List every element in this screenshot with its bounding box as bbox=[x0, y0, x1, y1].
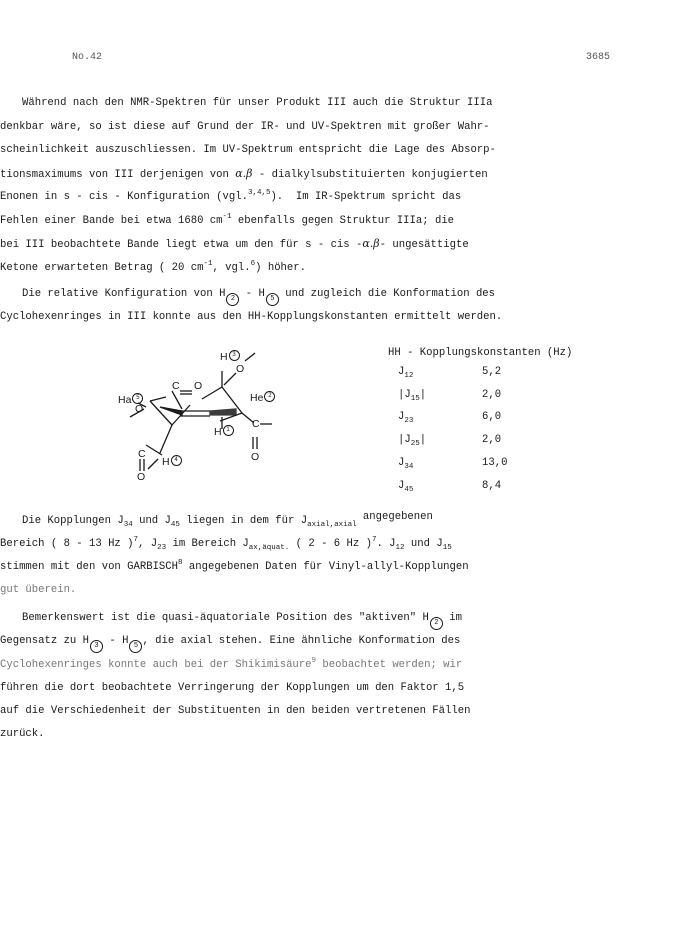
coupling-value: 5,2 bbox=[482, 366, 502, 378]
coupling-label: $J_{45}$ bbox=[398, 480, 414, 494]
p4-line-3: Cyclohexenringes konnte auch bei der Shikimisäure$^9$ beobachtet werden; wir bbox=[0, 656, 463, 671]
atom-o-ketone: O bbox=[194, 380, 203, 392]
paragraph-4 bbox=[0, 611, 470, 751]
p1-line-1: Während nach den NMR-Spektren für unser Produkt III auch die Struktur IIIa bbox=[22, 97, 493, 109]
atom-ha5: Ha 5 bbox=[118, 393, 143, 406]
coupling-value: 2,0 bbox=[482, 389, 502, 401]
coupling-label: $J_{34}$ bbox=[398, 457, 414, 471]
p3-line-3: stimmen mit den von GARBISCH$^8$ angegebenen Daten für Vinyl-allyl-Kopplungen bbox=[0, 559, 469, 573]
p1-line-6: Fehlen einer Bande bei etwa 1680 $cm^{-1}$ ebenfalls gegen Struktur IIIa; die bbox=[0, 212, 455, 227]
alpha-beta-symbol: α.β bbox=[362, 237, 380, 250]
coupling-label: $|J_{25}|$ bbox=[398, 434, 427, 448]
p4-line-4: führen die dort beobachtete Verringerung der Kopplungen um den Faktor 1,5 bbox=[0, 681, 465, 694]
coupling-value: 2,0 bbox=[482, 434, 502, 446]
journal-issue: No.42 bbox=[72, 52, 103, 63]
coupling-label: $|J_{15}|$ bbox=[398, 389, 427, 403]
p1-line-2: denkbar wäre, so ist diese auf Grund der IR- und UV-Spektren mit großer Wahr- bbox=[0, 120, 490, 133]
atom-o-bottom: O bbox=[137, 471, 146, 483]
p1-line-7: bei III beobachtete Bande liegt etwa um den für s - cis -α.β- ungesättigte bbox=[0, 237, 469, 251]
page-number: 3685 bbox=[585, 52, 610, 63]
p4-line-6: zurück. bbox=[0, 728, 45, 741]
coupling-row bbox=[398, 411, 528, 427]
coupling-value: 8,4 bbox=[482, 480, 502, 492]
p4-line-2: Gegensatz zu H 3 - H 5 , die axial stehen. Eine ähnliche Konformation des bbox=[0, 634, 470, 657]
atom-o-left: O bbox=[135, 403, 144, 415]
p1-line-4: tionsmaximums von III derjenigen von α.β - dialkylsubstituierten konjugierten bbox=[0, 166, 488, 181]
coupling-row bbox=[398, 480, 528, 496]
p1-line-8: Ketone erwarteten Betrag ( 20 $cm^{-1}$, vgl.$^6$) höher. bbox=[0, 259, 306, 274]
coupling-value: 6,0 bbox=[482, 411, 502, 423]
coupling-row bbox=[398, 434, 528, 450]
coupling-label: $J_{12}$ bbox=[398, 366, 414, 380]
coupling-row bbox=[398, 457, 528, 473]
reference-sup: 3,4,5 bbox=[247, 189, 271, 197]
atom-h4: H 4 bbox=[162, 455, 182, 468]
paragraph-2 bbox=[0, 287, 502, 333]
atom-c-bottom: C bbox=[138, 448, 146, 460]
coupling-row bbox=[398, 389, 528, 405]
atom-c-right: C bbox=[252, 418, 260, 430]
coupling-row bbox=[398, 366, 528, 382]
atom-h3: H 3 bbox=[220, 350, 240, 363]
p3-line-1: Die Kopplungen $J_{34}$ und $J_{45}$ liegen in dem für $J_{axial,axial}$ angegebenen bbox=[22, 511, 433, 529]
circled-number: 5 bbox=[266, 293, 279, 306]
atom-he2: He 2 bbox=[250, 391, 275, 404]
coupling-table-title: HH - Kopplungskonstanten (Hz) bbox=[388, 347, 573, 359]
p1-line-5: Enonen in s - cis - Konfiguration (vgl.$^{3,4,5}$). Im IR-Spektrum spricht das bbox=[0, 189, 462, 203]
paragraph-1 bbox=[0, 96, 496, 284]
p3-line-4: gut überein. bbox=[0, 584, 77, 596]
alpha-beta-symbol: α.β bbox=[235, 166, 253, 180]
atom-o-right: O bbox=[251, 451, 260, 463]
atom-o-top: O bbox=[236, 363, 245, 375]
p2-line-2: Cyclohexenringes in III konnte aus den HH-Kopplungskonstanten ermittelt werden. bbox=[0, 311, 503, 323]
atom-h1: H 1 bbox=[214, 425, 234, 438]
paragraph-3 bbox=[0, 511, 469, 606]
p4-line-5: auf die Verschiedenheit der Substituenten in den beiden vertretenen Fällen bbox=[0, 705, 471, 718]
atom-c-ketone: C bbox=[172, 380, 180, 392]
p2-line-1: Die relative Konfiguration von H 2 - H 5 und zugleich die Konformation des bbox=[0, 287, 502, 310]
coupling-value: 13,0 bbox=[482, 457, 508, 469]
cyclohexene-structure bbox=[110, 345, 310, 495]
p3-line-2: Bereich ( 8 - 13 Hz )$^7$, $J_{23}$ im Bereich $J_{ax,äquat.}$ ( 2 - 6 Hz )$^7$. $J_{12}$ und $J_{15}$ bbox=[0, 536, 452, 552]
p1-line-3: scheinlichkeit auszuschliessen. Im UV-Spektrum entspricht die Lage des Absorp- bbox=[0, 144, 496, 156]
coupling-label: $J_{23}$ bbox=[398, 411, 414, 425]
p4-line-1: Bemerkenswert ist die quasi-äquatoriale Position des "aktiven" H 2 im bbox=[0, 611, 470, 634]
circled-number: 2 bbox=[226, 293, 239, 306]
